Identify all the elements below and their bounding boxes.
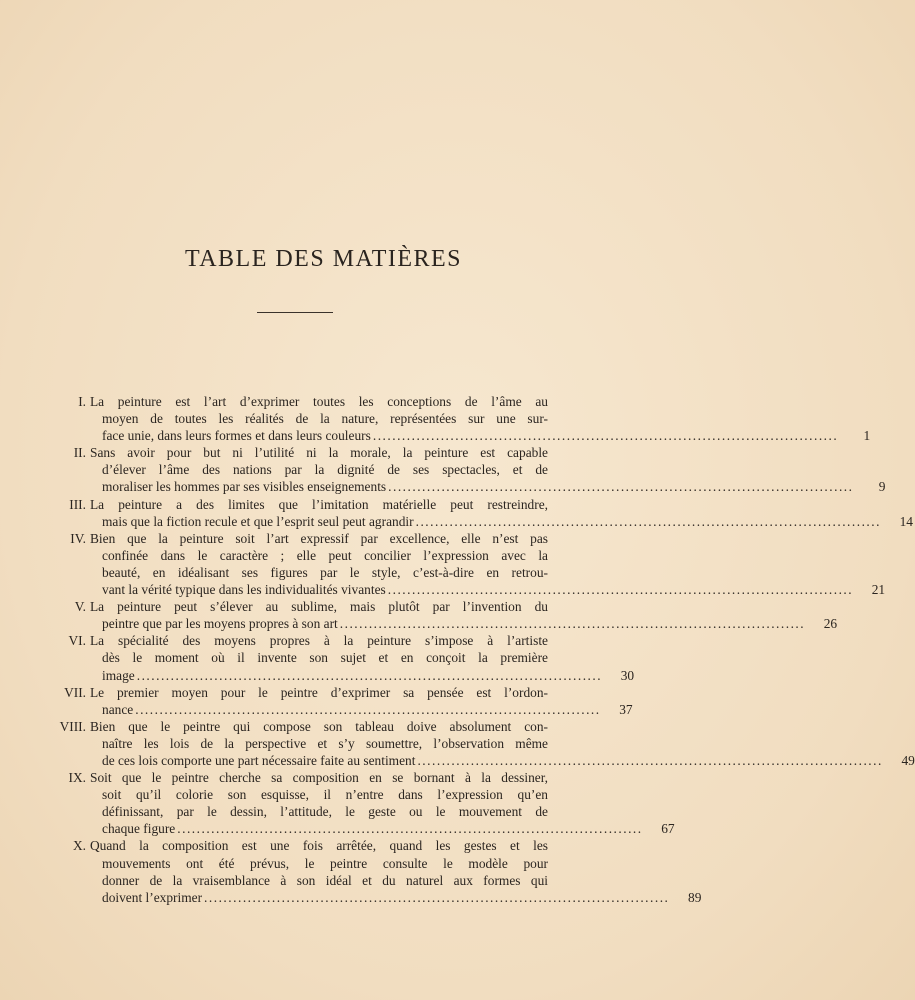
dot-leader: ................................................................................................ xyxy=(204,889,670,905)
entry-text-line: Quand la composition est une fois arrêtée, quand les gestes et les xyxy=(90,838,548,854)
entry-text-line: moraliser les hommes par ses visibles enseignements xyxy=(102,479,387,495)
dot-leader: ................................................................................................ xyxy=(177,821,643,837)
entry-text-line: La peinture peut s’élever au sublime, mais plutôt par l’invention du xyxy=(90,599,548,615)
entry-text-line: moyen de toutes les réalités de la nature, représentées sur une sur- xyxy=(102,411,548,427)
dot-leader: ................................................................................................ xyxy=(415,513,881,529)
chapter-numeral: III. xyxy=(69,496,86,512)
entry-last-line xyxy=(90,701,633,718)
dot-leader: ................................................................................................ xyxy=(135,701,601,717)
entry-text-line: de ces lois comporte une part nécessaire faite au sentiment xyxy=(102,752,416,768)
title-rule xyxy=(257,312,333,313)
entry-last-line xyxy=(90,820,675,837)
entry-last-line xyxy=(90,427,871,444)
chapter-numeral: II. xyxy=(73,445,86,461)
entry-last-line xyxy=(90,752,915,769)
entry-text-line: image xyxy=(102,667,135,683)
entry-last-line xyxy=(90,615,838,632)
entry-text-line: Le premier moyen pour le peintre d’exprimer sa pensée est l’ordon- xyxy=(90,684,548,700)
entry-text-line: peintre que par les moyens propres à son art xyxy=(102,616,338,632)
chapter-numeral: IV. xyxy=(70,530,86,546)
toc-entry xyxy=(48,598,838,632)
entry-last-line xyxy=(90,581,886,598)
toc-entry xyxy=(48,718,915,769)
entry-text-line: Sans avoir pour but ni l’utilité ni la morale, la peinture est capable xyxy=(90,445,548,461)
chapter-numeral: VII. xyxy=(64,684,86,700)
entry-text-line: beauté, en idéalisant ses figures par le style, c’est-à-dire en retrou- xyxy=(102,564,548,580)
chapter-numeral: IX. xyxy=(68,770,86,786)
entry-text-line: doivent l’exprimer xyxy=(102,889,203,905)
toc-entry xyxy=(48,393,871,444)
page-number: 26 xyxy=(823,616,838,632)
dot-leader: ................................................................................................ xyxy=(388,479,854,495)
chapter-numeral: X. xyxy=(72,838,86,854)
page-number: 21 xyxy=(871,582,886,598)
entry-text-line: dès le moment où il invente son sujet et en conçoit la première xyxy=(102,650,548,666)
page-number: 37 xyxy=(619,701,633,717)
entry-text-line: La spécialité des moyens propres à la peinture s’impose à l’artiste xyxy=(90,633,548,649)
chapter-numeral: V. xyxy=(74,599,86,615)
toc-entry xyxy=(48,444,886,495)
entry-last-line xyxy=(90,889,702,906)
table-of-contents xyxy=(48,393,915,906)
entry-text-line: Bien que le peintre qui compose son tableau doive absolument con- xyxy=(90,718,548,734)
entry-text-line: mouvements ont été prévus, le peintre consulte le modèle pour xyxy=(102,855,548,871)
page-number: 30 xyxy=(620,667,635,683)
toc-entry xyxy=(48,769,675,837)
toc-entry xyxy=(48,530,886,598)
chapter-numeral: VI. xyxy=(68,633,86,649)
dot-leader: ................................................................................................ xyxy=(339,616,806,632)
toc-entry xyxy=(48,496,913,530)
entry-text-line: La peinture est l’art d’exprimer toutes les conceptions de l’âme au xyxy=(90,394,548,409)
page-number: 1 xyxy=(863,428,871,444)
entry-text-line: face unie, dans leurs formes et dans leurs couleurs xyxy=(102,428,371,444)
page-number: 14 xyxy=(899,513,913,529)
page-title: TABLE DES MATIÈRES xyxy=(184,246,463,272)
entry-last-line xyxy=(90,667,635,684)
entry-last-line xyxy=(90,513,913,530)
entry-last-line xyxy=(90,478,886,495)
toc-entry xyxy=(48,632,635,683)
entry-text-line: d’élever l’âme des nations par la dignité de ses spectacles, et de xyxy=(102,462,548,478)
chapter-numeral: VIII. xyxy=(59,718,86,734)
entry-text-line: confinée dans le caractère ; elle peut concilier l’expression avec la xyxy=(102,547,548,563)
page-number: 89 xyxy=(688,889,702,905)
toc-entry xyxy=(48,837,702,905)
entry-text-line: naître les lois de la perspective et s’y soumettre, l’observation même xyxy=(102,735,548,751)
entry-text-line: Bien que la peinture soit l’art expressif par excellence, elle n’est pas xyxy=(90,530,548,546)
page-number: 67 xyxy=(661,821,675,837)
toc-entry xyxy=(48,684,633,718)
entry-text-line: Soit que le peintre cherche sa composition en se bornant à la dessiner, xyxy=(90,770,548,786)
entry-text-line: nance xyxy=(102,701,134,717)
entry-text-line: soit qu’il colorie son esquisse, il n’entre dans l’expression qu’en xyxy=(102,787,548,803)
chapter-numeral: I. xyxy=(78,394,86,409)
dot-leader: ................................................................................................ xyxy=(387,582,854,598)
page-number: 9 xyxy=(878,479,886,495)
dot-leader: ................................................................................................ xyxy=(372,428,839,444)
page-number: 49 xyxy=(901,752,915,768)
dot-leader: ................................................................................................ xyxy=(136,667,603,683)
entry-text-line: définissant, par le dessin, l’attitude, le geste ou le mouvement de xyxy=(102,804,548,820)
entry-text-line: La peinture a des limites que l’imitation matérielle peut restreindre, xyxy=(90,496,548,512)
entry-text-line: chaque figure xyxy=(102,821,176,837)
entry-text-line: mais que la fiction recule et que l’esprit seul peut agrandir xyxy=(102,513,414,529)
dot-leader: ................................................................................................ xyxy=(417,752,883,768)
entry-text-line: donner de la vraisemblance à son idéal et du naturel aux formes qui xyxy=(102,872,548,888)
entry-text-line: vant la vérité typique dans les individualités vivantes xyxy=(102,582,386,598)
